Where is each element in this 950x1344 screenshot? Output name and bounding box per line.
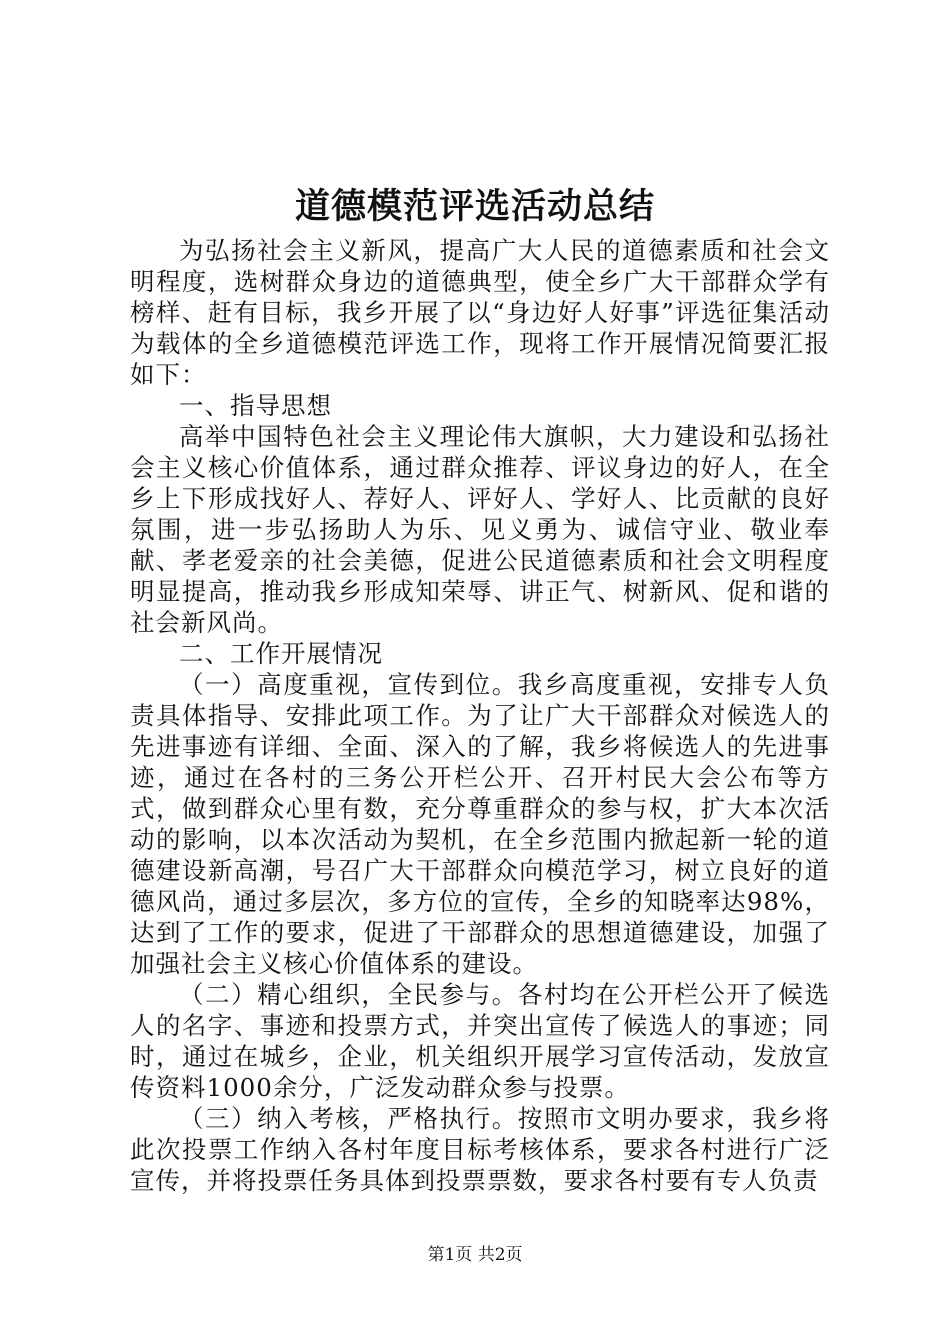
work-item-1-paragraph: （一）高度重视，宣传到位。我乡高度重视，安排专人负责具体指导、安排此项工作。为了让广大干部群众对候选人的先进事迹有详细、全面、深入的了解，我乡将候选人的先进事迹，通过在各村的三务公开栏公开、召开村民大会公布等方式，做到群众心里有数，充分尊重群众的参与权，扩大本次活动的影响，以本次活动为契机，在全乡范围内掀起新一轮的道德建设新高潮，号召广大干部群众向模范学习，树立良好的道德风尚，通过多层次，多方位的宣传，全乡的知晓率达98%，达到了工作的要求，促进了干部群众的思想道德建设，加强了加强社会主义核心价值体系的建设。 — [130, 670, 830, 978]
intro-paragraph: 为弘扬社会主义新风，提高广大人民的道德素质和社会文明程度，选树群众身边的道德典型，使全乡广大干部群众学有榜样、赶有目标，我乡开展了以“身边好人好事”评选征集活动为载体的全乡道德模范评选工作，现将工作开展情况简要汇报如下： — [130, 236, 830, 389]
work-item-3-paragraph: （三）纳入考核，严格执行。按照市文明办要求，我乡将此次投票工作纳入各村年度目标考核体系，要求各村进行广泛宣传，并将投票任务具体到投票票数，要求各村要有专人负责 — [130, 1104, 830, 1195]
section-heading-guiding-ideology: 一、指导思想 — [179, 391, 332, 420]
document-body — [130, 235, 830, 1196]
section-heading-work-progress: 二、工作开展情况 — [179, 639, 383, 668]
document-title: 道德模范评选活动总结 — [294, 186, 655, 227]
work-item-2-paragraph: （二）精心组织，全民参与。各村均在公开栏公开了候选人的名字、事迹和投票方式，并突出宣传了候选人的事迹；同时，通过在城乡，企业，机关组织开展学习宣传活动，发放宣传资料1000余分，广泛发动群众参与投票。 — [130, 980, 830, 1102]
section-paragraph-guiding-ideology: 高举中国特色社会主义理论伟大旗帜，大力建设和弘扬社会主义核心价值体系，通过群众推荐、评议身边的好人，在全乡上下形成找好人、荐好人、评好人、学好人、比贡献的良好氛围，进一步弘扬助人为乐、见义勇为、诚信守业、敬业奉献、孝老爱亲的社会美德，促进公民道德素质和社会文明程度明显提高，推动我乡形成知荣辱、讲正气、树新风、促和谐的社会新风尚。 — [130, 422, 830, 637]
page-number-footer: 第1页 共2页 — [427, 1245, 523, 1265]
